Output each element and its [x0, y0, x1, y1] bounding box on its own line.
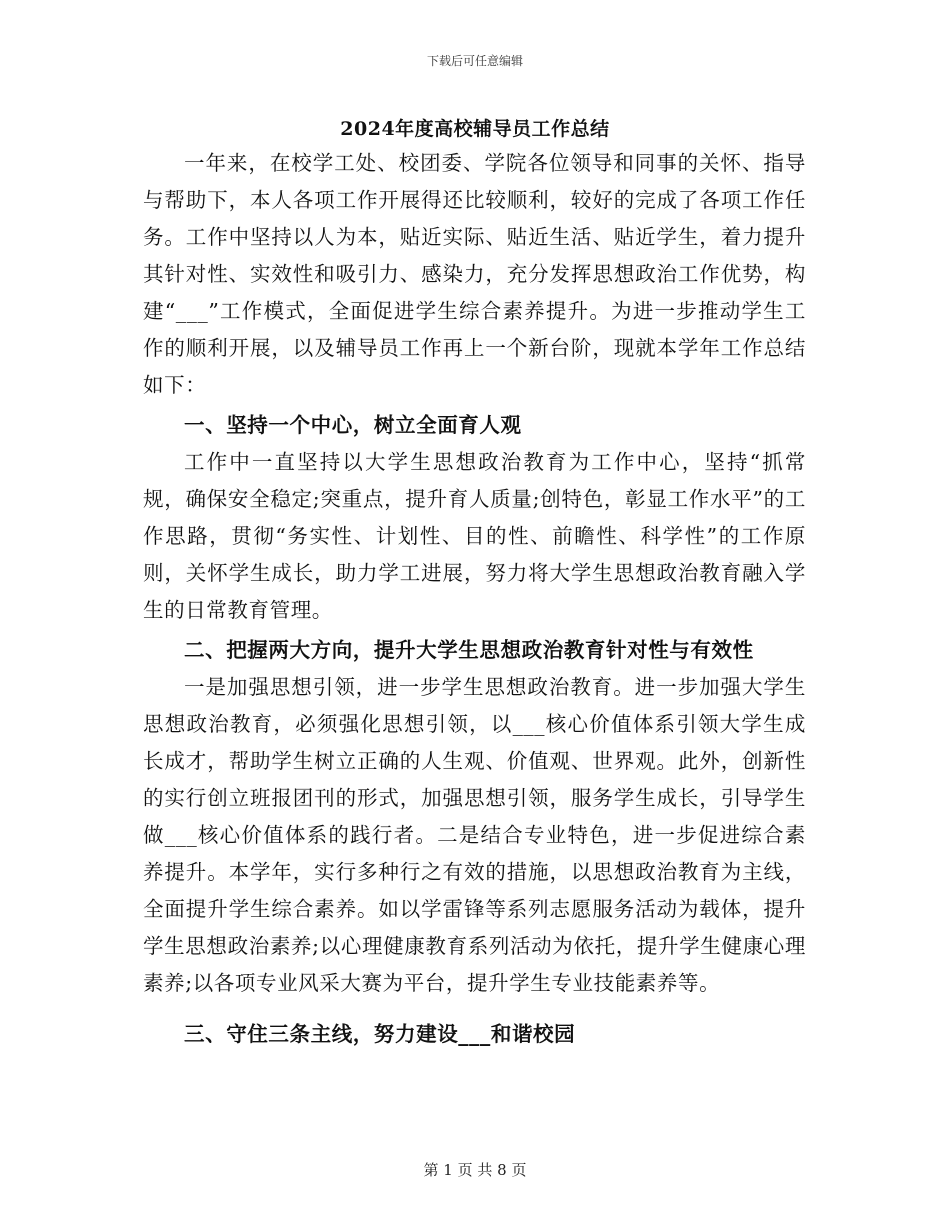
paragraph-intro: 一年来，在校学工处、校团委、学院各位领导和同事的关怀、指导与帮助下，本人各项工作开展得还比较顺利，较好的完成了各项工作任务。工作中坚持以人为本，贴近实际、贴近生活、贴近学生，着力提升其针对性、实效性和吸引力、感染力，充分发挥思想政治工作优势，构建“___”工作模式，全面促进学生综合素养提升。为进一步推动学生工作的顺利开展，以及辅导员工作再上一个新台阶，现就本学年工作总结如下： — [143, 151, 806, 397]
paragraph-section-1: 工作中一直坚持以大学生思想政治教育为工作中心，坚持“抓常规，确保安全稳定;突重点，提升育人质量;创特色，彰显工作水平”的工作思路，贯彻“务实性、计划性、目的性、前瞻性、科学性”的工作原则，关怀学生成长，助力学工进展，努力将大学生思想政治教育融入学生的日常教育管理。 — [143, 450, 806, 622]
paragraph-section-2: 一是加强思想引领，进一步学生思想政治教育。进一步加强大学生思想政治教育，必须强化思想引领，以___核心价值体系引领大学生成长成才，帮助学生树立正确的人生观、价值观、世界观。此外，创新性的实行创立班报团刊的形式，加强思想引领，服务学生成长，引导学生做___核心价值体系的践行者。二是结合专业特色，进一步促进综合素养提升。本学年，实行多种行之有效的措施，以思想政治教育为主线，全面提升学生综合素养。如以学雷锋等系列志愿服务活动为载体，提升学生思想政治素养;以心理健康教育系列活动为依托，提升学生健康心理素养;以各项专业风采大赛为平台，提升学生专业技能素养等。 — [143, 675, 806, 995]
document-title: 2024年度高校辅导员工作总结 — [340, 118, 610, 140]
section-heading-3: 三、守住三条主线，努力建设___和谐校园 — [184, 1022, 576, 1046]
document-body — [143, 145, 806, 1053]
header-note: 下载后可任意编辑 — [426, 54, 523, 68]
section-heading-2: 二、把握两大方向，提升大学生思想政治教育针对性与有效性 — [184, 638, 754, 662]
section-heading-1: 一、坚持一个中心，树立全面育人观 — [184, 413, 522, 437]
page-number-footer: 第 1 页 共 8 页 — [423, 1161, 527, 1179]
